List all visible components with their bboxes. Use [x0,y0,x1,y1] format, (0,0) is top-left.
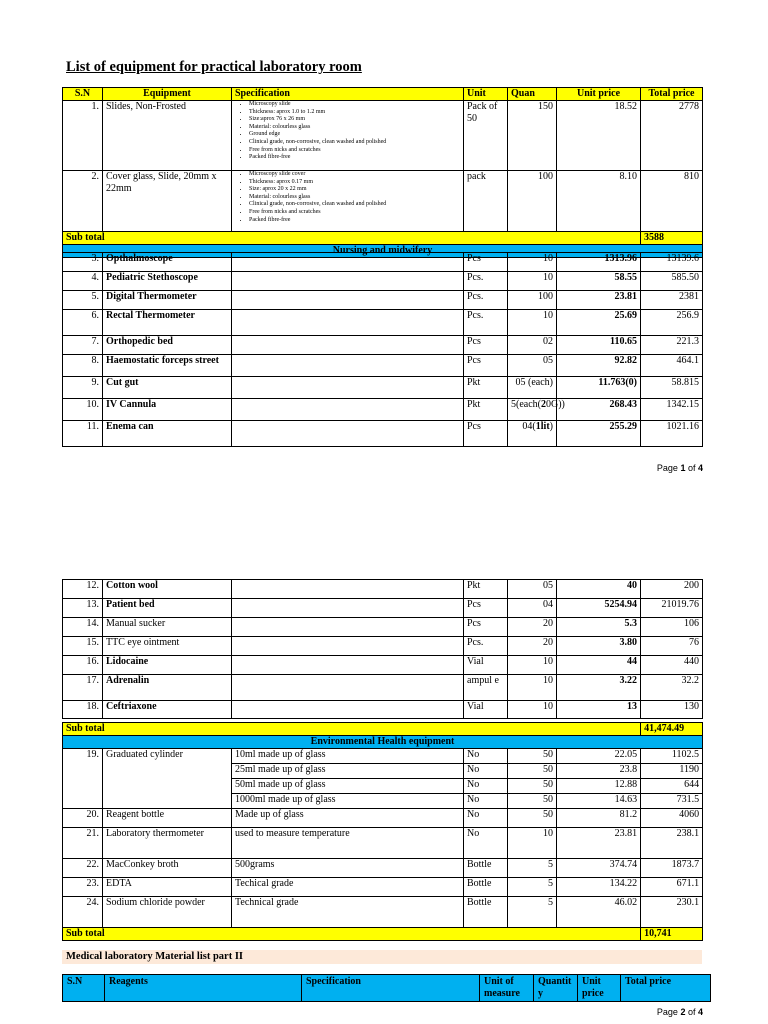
row-quan-part: 0G)) [545,399,565,410]
row-total-price: 1102.5 [641,749,703,764]
table-header-row [63,88,703,101]
row-unit: Vial [464,701,508,719]
spec-item: • Thickness: aprox 0.17 mm [249,179,460,187]
row-total-price: 2381 [641,291,703,310]
page-current: 2 [680,1007,686,1017]
row-unit-price: 44 [557,656,641,675]
row-unit: Pcs. [464,272,508,291]
row-quan: 20 [508,618,557,637]
spec-item: • Ground edge [249,131,460,139]
row-unit: No [464,764,508,779]
row-unit-price: 5254.94 [557,599,641,618]
table-row [63,310,703,336]
row-sn: 10. [63,399,103,421]
row-total-price: 106 [641,618,703,637]
row-equipment: Lidocaine [103,656,232,675]
subtotal-value: 10,741 [641,928,703,941]
row-unit-price: 3.22 [557,675,641,701]
row-total-price: 731.5 [641,794,703,809]
row-total-price: 13139.6 [641,253,703,272]
spec-item: • Thickness: aprox 1.0 to 1.2 mm [249,109,460,117]
col-sn-header: S.N [63,88,103,101]
row-specification [232,336,464,355]
spec-item: • Free from nicks and scratches [249,147,460,155]
row-sn: 2. [63,171,103,232]
row-unit: Pcs [464,599,508,618]
table-row [63,599,703,618]
row-equipment: Haemostatic forceps street [103,355,232,377]
subtotal-row [63,232,703,245]
spec-item: • Clinical grade, non-corrosive, clean washed and polished [249,139,460,147]
row-unit: Bottle [464,897,508,928]
row-total-price: 4060 [641,809,703,828]
part2-header-row [63,975,711,1002]
row-unit-price: 374.74 [557,859,641,878]
row-quan: 02 [508,336,557,355]
row-unit-price: 13 [557,701,641,719]
row-unit: Pkt [464,377,508,399]
row-total-price: 1342.15 [641,399,703,421]
section-header-row [63,736,703,749]
table-row [63,336,703,355]
table-row [63,618,703,637]
row-equipment: Patient bed [103,599,232,618]
row-unit: Pcs [464,618,508,637]
row-equipment: IV Cannula [103,399,232,421]
page-prefix: Page [656,1007,681,1017]
row-sn: 18. [63,701,103,719]
row-specification [232,291,464,310]
row-sn: 4. [63,272,103,291]
row-quan-part: 2 [540,399,546,410]
spec-item: • Size:aprox 76 x 26 mm [249,116,460,124]
row-equipment: Manual sucker [103,618,232,637]
row-sn: 9. [63,377,103,399]
table-row [63,637,703,656]
col-quan-header: Quan [508,88,557,101]
row-sn: 5. [63,291,103,310]
row-unit-price: 11.763(0) [557,377,641,399]
row-sn: 12. [63,580,103,599]
row-quan: 10 [508,253,557,272]
row-specification [232,656,464,675]
spec-item: • Material: colourless glass [249,194,460,202]
row-quan [508,399,565,421]
row-quan: 10 [508,310,557,336]
row-quan: 5 [508,878,557,897]
table-row [63,749,703,764]
row-total-price: 810 [641,171,703,232]
row-unit: Pcs. [464,310,508,336]
row-equipment: EDTA [103,878,232,897]
row-unit: Pcs [464,336,508,355]
row-unit-price: 18.52 [557,101,641,171]
page-total: 4 [697,463,703,473]
row-unit: Pcs [464,253,508,272]
row-sn: 24. [63,897,103,928]
row-quan: 10 [508,675,557,701]
part2-total-price-header: Total price [621,975,711,1002]
row-total-price: 221.3 [641,336,703,355]
row-specification [232,253,464,272]
row-unit: No [464,749,508,764]
row-quan: 50 [508,809,557,828]
subtotal-row [63,723,703,736]
row-quan-part: 5(each( [511,399,541,410]
row-sn: 3. [63,253,103,272]
row-unit-price: 268.43 [557,399,641,421]
row-unit: Pcs. [464,637,508,656]
row-unit-price: 255.29 [557,421,641,447]
row-specification: 10ml made up of glass [232,749,464,764]
row-quan: 100 [508,291,557,310]
row-quan: 50 [508,764,557,779]
row-unit-price: 23.8 [557,764,641,779]
row-sn: 22. [63,859,103,878]
subtotal-label: Sub total [63,928,641,941]
row-equipment: Opthalmoscope [103,253,232,272]
part2-unit-header: Unit of measure [480,975,534,1002]
table-row [63,355,703,377]
spec-item: • Size: aprox 20 x 22 mm [249,186,460,194]
row-quan: 50 [508,779,557,794]
row-quan: 05 [508,355,557,377]
row-sn: 14. [63,618,103,637]
page-number [657,1007,703,1017]
section-title: Environmental Health equipment [63,736,703,749]
row-unit-price: 25.69 [557,310,641,336]
spec-list [235,101,460,162]
row-unit: Pcs [464,421,508,447]
row-specification [232,599,464,618]
row-specification: Made up of glass [232,809,464,828]
row-unit: Pkt [464,580,508,599]
subtotal-label: Sub total [63,232,641,245]
row-equipment: Rectal Thermometer [103,310,232,336]
row-specification: 500grams [232,859,464,878]
row-equipment: Cut gut [103,377,232,399]
row-quan: 50 [508,749,557,764]
table-row [63,701,703,719]
row-equipment: Sodium chloride powder [103,897,232,928]
row-quan [508,421,557,447]
row-sn: 11. [63,421,103,447]
row-sn: 13. [63,599,103,618]
row-sn: 1. [63,101,103,171]
row-specification [232,675,464,701]
table-row [63,828,703,859]
page-of: of [685,1007,698,1017]
row-unit: Vial [464,656,508,675]
row-quan: 04 [508,599,557,618]
row-equipment: Cover glass, Slide, 20mm x 22mm [103,171,232,232]
row-sn: 23. [63,878,103,897]
row-specification [232,101,464,171]
row-quan: 5 [508,897,557,928]
row-specification [232,310,464,336]
row-quan: 10 [508,272,557,291]
row-quan: 05 [508,580,557,599]
table-row [63,809,703,828]
subtotal-value: 3588 [641,232,703,245]
page-total: 4 [697,1007,703,1017]
row-unit: ampul e [464,675,508,701]
row-total-price: 1873.7 [641,859,703,878]
row-specification: 50ml made up of glass [232,779,464,794]
spec-item: • Material: colourless glass [249,124,460,132]
part2-title: Medical laboratory Material list part II [62,950,702,964]
row-unit: Pack of 50 [464,101,508,171]
row-specification: 25ml made up of glass [232,764,464,779]
table-row [63,171,703,232]
row-unit: No [464,828,508,859]
environmental-table [62,722,703,941]
row-total-price: 1190 [641,764,703,779]
row-unit-price: 14.63 [557,794,641,809]
row-unit-price: 5.3 [557,618,641,637]
row-specification: Technical grade [232,897,464,928]
row-quan: 10 [508,656,557,675]
row-unit-price: 22.05 [557,749,641,764]
row-specification [232,399,464,421]
row-equipment: MacConkey broth [103,859,232,878]
page-current: 1 [680,463,686,473]
subtotal-value: 41,474.49 [641,723,703,736]
col-unit-header: Unit [464,88,508,101]
row-equipment: Cotton wool [103,580,232,599]
row-sn: 15. [63,637,103,656]
part2-reagents-header: Reagents [105,975,302,1002]
row-equipment: Reagent bottle [103,809,232,828]
table-row [63,272,703,291]
row-unit: Bottle [464,878,508,897]
equipment-table-page1 [62,87,703,258]
row-total-price: 230.1 [641,897,703,928]
row-specification [232,580,464,599]
subtotal-label: Sub total [63,723,641,736]
row-specification [232,377,464,399]
row-unit-price: 3.80 [557,637,641,656]
row-unit: No [464,809,508,828]
row-unit-price: 134.22 [557,878,641,897]
row-equipment: Digital Thermometer [103,291,232,310]
row-equipment: Pediatric Stethoscope [103,272,232,291]
row-unit-price: 40 [557,580,641,599]
row-unit: No [464,794,508,809]
row-total-price: 76 [641,637,703,656]
row-equipment: Slides, Non-Frosted [103,101,232,171]
col-unit-price-header: Unit price [557,88,641,101]
row-total-price: 464.1 [641,355,703,377]
row-sn: 7. [63,336,103,355]
row-specification [232,618,464,637]
col-total-price-header: Total price [641,88,703,101]
row-quan: 10 [508,828,557,859]
row-quan: 50 [508,794,557,809]
row-equipment: Laboratory thermometer [103,828,232,859]
row-total-price: 58.815 [641,377,703,399]
subtotal-row [63,928,703,941]
col-specification-header: Specification [232,88,464,101]
row-total-price: 32.2 [641,675,703,701]
row-equipment: Graduated cylinder [103,749,232,809]
row-equipment: Adrenalin [103,675,232,701]
row-unit-price: 23.81 [557,291,641,310]
row-specification [232,355,464,377]
spec-list [235,171,460,224]
row-equipment: Orthopedic bed [103,336,232,355]
row-quan-part: 1lit [535,421,550,432]
table-row [63,675,703,701]
table-row [63,897,703,928]
row-unit-price: 110.65 [557,336,641,355]
part2-sn-header: S.N [63,975,105,1002]
row-total-price: 671.1 [641,878,703,897]
table-row [63,421,703,447]
row-total-price: 21019.76 [641,599,703,618]
row-unit-price: 58.55 [557,272,641,291]
page-of: of [685,463,698,473]
table-row [63,377,703,399]
part2-specification-header: Specification [302,975,480,1002]
page-title: List of equipment for practical laboratory room [66,59,362,75]
nursing-table-page1 [62,252,703,447]
row-total-price: 256.9 [641,310,703,336]
spec-item: • Packed fibre-free [249,154,460,162]
table-row [63,656,703,675]
row-equipment: TTC eye ointment [103,637,232,656]
row-unit-price: 1313.96 [557,253,641,272]
table-row [63,399,703,421]
table-row [63,878,703,897]
row-unit: Pkt [464,399,508,421]
row-specification [232,701,464,719]
table-row [63,101,703,171]
row-sn: 19. [63,749,103,809]
row-total-price: 585.50 [641,272,703,291]
row-sn: 17. [63,675,103,701]
row-total-price: 2778 [641,101,703,171]
row-sn: 21. [63,828,103,859]
row-quan-part: ) [549,421,553,432]
row-sn: 20. [63,809,103,828]
row-unit: Pcs [464,355,508,377]
row-unit: Bottle [464,859,508,878]
page-prefix: Page [656,463,681,473]
table-row [63,291,703,310]
row-quan: 5 [508,859,557,878]
spec-item: • Microscopy slide [249,101,460,109]
col-equipment-header: Equipment [103,88,232,101]
row-specification: used to measure temperature [232,828,464,859]
row-total-price: 644 [641,779,703,794]
row-quan: 150 [508,101,557,171]
row-unit: pack [464,171,508,232]
row-sn: 16. [63,656,103,675]
row-quan: 20 [508,637,557,656]
part2-header-table [62,974,711,1002]
spec-item: • Free from nicks and scratches [249,209,460,217]
table-row [63,580,703,599]
section-title: Nursing and midwifery [63,245,703,258]
row-total-price: 200 [641,580,703,599]
row-specification [232,421,464,447]
row-equipment: Ceftriaxone [103,701,232,719]
row-specification [232,637,464,656]
row-total-price: 1021.16 [641,421,703,447]
spec-item: • Clinical grade, non-corrosive, clean washed and polished [249,201,460,209]
row-specification: 1000ml made up of glass [232,794,464,809]
row-unit-price: 8.10 [557,171,641,232]
page-number [657,463,703,473]
spec-item: • Microscopy slide cover [249,171,460,179]
table-row [63,859,703,878]
nursing-table-page2 [62,579,703,719]
row-quan: 05 (each) [508,377,557,399]
row-total-price: 238.1 [641,828,703,859]
row-unit-price: 12.88 [557,779,641,794]
part2-quantity-header: Quantit y [534,975,578,1002]
row-unit-price: 81.2 [557,809,641,828]
row-specification: Techical grade [232,878,464,897]
row-quan: 100 [508,171,557,232]
row-total-price: 440 [641,656,703,675]
row-specification [232,272,464,291]
table-row [63,253,703,272]
part2-unit-price-header: Unit price [578,975,621,1002]
row-total-price: 130 [641,701,703,719]
row-quan-part: 04( [522,421,536,432]
row-unit: No [464,779,508,794]
row-unit: Pcs. [464,291,508,310]
row-quan: 10 [508,701,557,719]
row-unit-price: 46.02 [557,897,641,928]
row-unit-price: 23.81 [557,828,641,859]
row-sn: 8. [63,355,103,377]
row-sn: 6. [63,310,103,336]
row-equipment: Enema can [103,421,232,447]
spec-item: • Packed fibre-free [249,217,460,225]
row-unit-price: 92.82 [557,355,641,377]
row-specification [232,171,464,232]
